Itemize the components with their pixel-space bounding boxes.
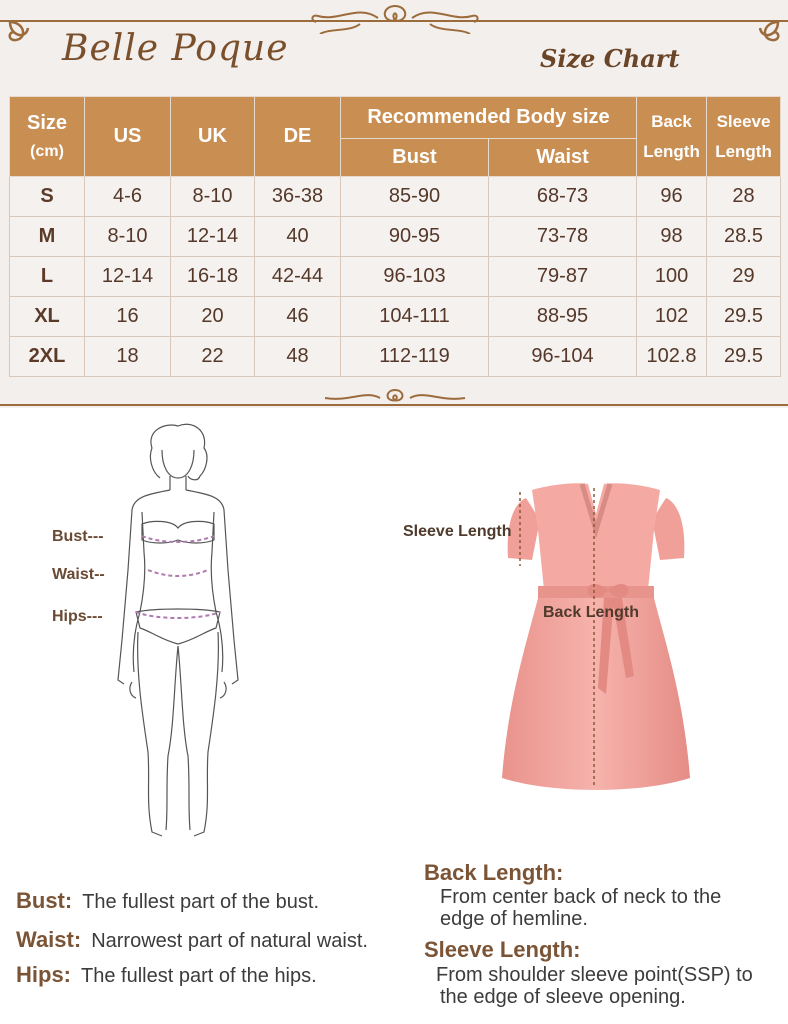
- bottom-ornament-icon: [310, 386, 480, 408]
- definition-waist-text: Narrowest part of natural waist.: [91, 930, 368, 952]
- header-de: DE: [255, 97, 341, 177]
- definition-sleeve-length-line1: From shoulder sleeve point(SSP) to: [436, 964, 753, 986]
- header-size: [10, 97, 85, 177]
- cell-size: S: [10, 177, 85, 217]
- definition-hips: [16, 962, 317, 988]
- definition-back-length-line1: From center back of neck to the: [440, 886, 722, 908]
- header-back-length-line2: Length: [643, 141, 700, 161]
- definition-sleeve-length-line2: the edge of sleeve opening.: [440, 986, 686, 1008]
- cell-de: 36-38: [255, 177, 341, 217]
- cell-bust: 96-103: [341, 257, 489, 297]
- table-row: [10, 297, 781, 337]
- cell-waist: 68-73: [489, 177, 637, 217]
- cell-bust: 85-90: [341, 177, 489, 217]
- definition-hips-term: Hips:: [16, 962, 71, 987]
- header-back-length: [637, 97, 707, 177]
- table-body: [10, 177, 781, 377]
- header-size-unit: (cm): [30, 143, 64, 160]
- figure-label-hips: Hips---: [52, 608, 103, 625]
- figure-label-waist: Waist--: [52, 566, 105, 583]
- header-sleeve-length-line2: Length: [715, 141, 772, 161]
- cell-size: XL: [10, 297, 85, 337]
- cell-bust: 104-111: [341, 297, 489, 337]
- header-us: US: [85, 97, 171, 177]
- header-bust: Bust: [341, 139, 489, 177]
- cell-de: 40: [255, 217, 341, 257]
- corner-ornament-left-icon: [4, 16, 44, 56]
- cell-waist: 79-87: [489, 257, 637, 297]
- size-table: [9, 96, 781, 377]
- header-waist: Waist: [489, 139, 637, 177]
- table-row: [10, 257, 781, 297]
- body-figure-illustration: [112, 420, 242, 850]
- cell-us: 16: [85, 297, 171, 337]
- cell-uk: 22: [171, 337, 255, 377]
- definition-bust: [16, 888, 319, 914]
- cell-back-length: 102: [637, 297, 707, 337]
- cell-us: 8-10: [85, 217, 171, 257]
- cell-uk: 12-14: [171, 217, 255, 257]
- cell-waist: 96-104: [489, 337, 637, 377]
- cell-us: 12-14: [85, 257, 171, 297]
- header-uk: UK: [171, 97, 255, 177]
- cell-size: L: [10, 257, 85, 297]
- cell-de: 46: [255, 297, 341, 337]
- header-sleeve-length: [707, 97, 781, 177]
- table-row: [10, 217, 781, 257]
- cell-sleeve-length: 29.5: [707, 337, 781, 377]
- cell-uk: 20: [171, 297, 255, 337]
- cell-us: 18: [85, 337, 171, 377]
- table-row: [10, 177, 781, 217]
- definition-back-length-term: Back Length:: [424, 860, 564, 885]
- brand-logo: Belle Poque: [62, 28, 289, 69]
- header-back-length-line1: Back: [651, 111, 692, 131]
- cell-size: 2XL: [10, 337, 85, 377]
- definition-sleeve-length-term: Sleeve Length:: [424, 937, 581, 962]
- cell-sleeve-length: 29: [707, 257, 781, 297]
- table-row: [10, 337, 781, 377]
- cell-waist: 88-95: [489, 297, 637, 337]
- dress-label-sleeve-length: Sleeve Length: [403, 523, 512, 540]
- definition-bust-text: The fullest part of the bust.: [82, 891, 320, 913]
- cell-de: 48: [255, 337, 341, 377]
- definition-bust-term: Bust:: [16, 888, 73, 913]
- header-sleeve-length-line1: Sleeve: [716, 111, 771, 131]
- definition-waist-term: Waist:: [16, 927, 82, 952]
- cell-back-length: 98: [637, 217, 707, 257]
- cell-back-length: 102.8: [637, 337, 707, 377]
- cell-sleeve-length: 28.5: [707, 217, 781, 257]
- cell-back-length: 100: [637, 257, 707, 297]
- cell-waist: 73-78: [489, 217, 637, 257]
- cell-sleeve-length: 29.5: [707, 297, 781, 337]
- cell-bust: 112-119: [341, 337, 489, 377]
- definition-hips-text: The fullest part of the hips.: [81, 965, 317, 987]
- cell-back-length: 96: [637, 177, 707, 217]
- chart-title: Size Chart: [540, 44, 680, 73]
- definition-back-length-line2: edge of hemline.: [440, 908, 588, 930]
- cell-uk: 8-10: [171, 177, 255, 217]
- corner-ornament-right-icon: [744, 16, 784, 56]
- top-ornament-icon: [300, 0, 490, 34]
- cell-de: 42-44: [255, 257, 341, 297]
- header-recommended: Recommended Body size: [341, 97, 637, 139]
- cell-sleeve-length: 28: [707, 177, 781, 217]
- figure-label-bust: Bust---: [52, 528, 104, 545]
- dress-label-back-length: Back Length: [543, 604, 640, 621]
- pink-dress-image: [496, 478, 696, 808]
- cell-us: 4-6: [85, 177, 171, 217]
- cell-size: M: [10, 217, 85, 257]
- definition-waist: [16, 927, 368, 953]
- cell-uk: 16-18: [171, 257, 255, 297]
- header-size-label: Size: [26, 112, 68, 134]
- cell-bust: 90-95: [341, 217, 489, 257]
